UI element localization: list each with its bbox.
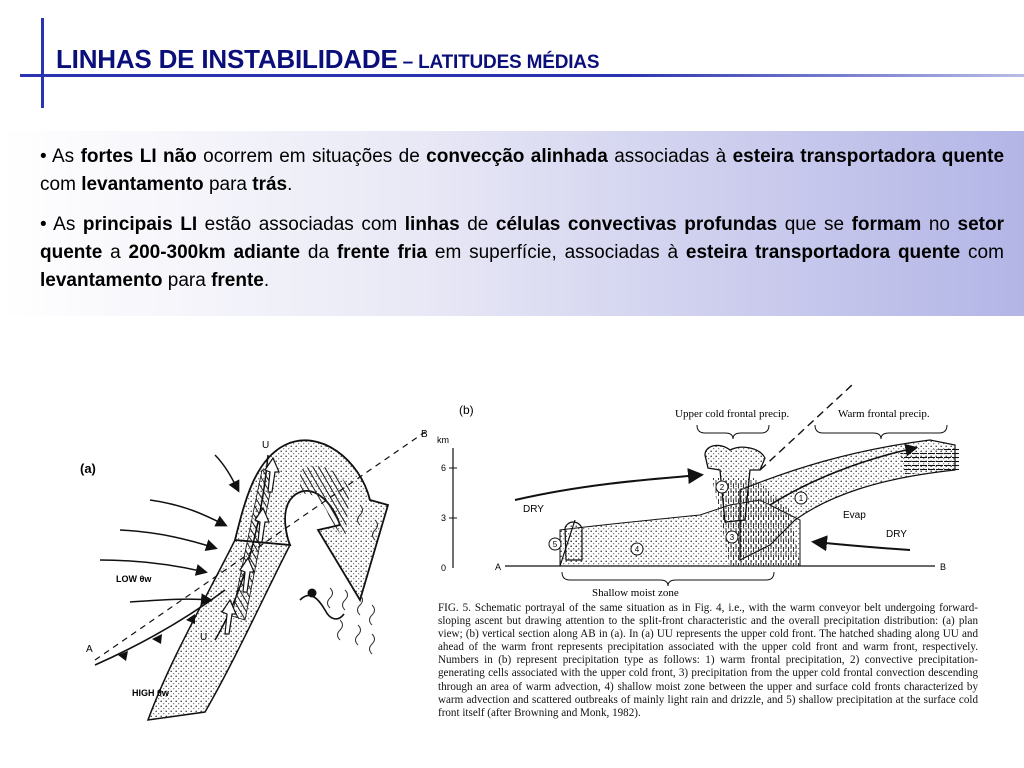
bold-term: levantamento — [81, 174, 204, 195]
text-run: As — [53, 214, 83, 235]
bullet-marker: • — [40, 146, 47, 167]
dry-right-label: DRY — [886, 529, 907, 540]
bold-term: principais LI — [82, 214, 198, 235]
text-run: . — [263, 270, 270, 291]
text-run: da — [300, 242, 337, 263]
evap-label: Evap — [843, 510, 866, 521]
text-run: associadas à — [607, 146, 733, 167]
bold-term: formam — [851, 214, 922, 235]
panel-b-tick-0: 0 — [441, 563, 447, 573]
title-main: LINHAS DE INSTABILIDADE — [56, 44, 398, 74]
svg-text:1: 1 — [798, 494, 804, 503]
text-run: com — [40, 174, 82, 195]
text-run: ocorrem em situações de — [196, 146, 427, 167]
bold-term: levantamento — [40, 270, 163, 291]
panel-b-km: km — [437, 435, 449, 445]
panel-b-point-a: A — [495, 562, 502, 572]
panel-a-u-top: U — [262, 440, 270, 451]
bold-term: setor quente — [40, 214, 1004, 263]
bold-term: trás — [252, 174, 288, 195]
surface-warm-front — [300, 595, 344, 618]
svg-text:5: 5 — [552, 540, 558, 549]
panel-b-point-b: B — [940, 562, 947, 572]
bold-term: frente — [211, 270, 264, 291]
bold-term: linhas — [404, 214, 460, 235]
text-run: estão associadas com — [197, 214, 405, 235]
svg-text:2: 2 — [719, 483, 725, 492]
text-run: . — [287, 174, 293, 195]
bold-term: frente fria — [336, 242, 428, 263]
panel-a — [80, 429, 428, 720]
brace-shallow — [562, 572, 774, 586]
bullet-marker: • — [40, 214, 47, 235]
conveyor-belt-lower — [148, 540, 290, 720]
figure-caption: FIG. 5. Schematic portrayal of the same situation as in Fig. 4, i.e., with the warm conveyor belt undergoing forward-sloping ascent but drawing attention to the split-front characteristic and the overall precipitation distribution: (a) plan view; (b) vertical section along AB in (a). In (a) UU represents the upper cold front. The hatched shading along UU and ahead of the warm front represents precipitation associated with the upper cold front and warm front, respectively. Numbers in (b) represent precipitation type as follows: 1) warm frontal precipitation, 2) convective precipitation-generating cells associated with the upper cold front, 3) precipitation from the upper cold frontal convection descending through an area of warm advection, 4) shallow moist zone between the upper and surface cold fronts characterized by warm advection and scattered outbreaks of mainly light rain and drizzle, and 5) shallow precipitation at the surface cold front itself (after Browning and Monk, 1982). — [438, 602, 978, 719]
svg-text:4: 4 — [634, 545, 640, 554]
dry-left-label: DRY — [523, 504, 544, 515]
text-run: de — [459, 214, 496, 235]
panel-b-tick-6: 6 — [441, 463, 447, 473]
bold-term: células convectivas profundas — [495, 214, 778, 235]
brace-warm — [815, 425, 947, 439]
dry-right-arrow — [815, 542, 910, 550]
bold-term: 200-300km adiante — [128, 242, 301, 263]
panel-b — [437, 385, 960, 599]
bold-term: fortes LI não — [80, 146, 197, 167]
bold-term: convecção alinhada — [426, 146, 608, 167]
panel-a-point-a: A — [86, 644, 93, 655]
text-run: As — [52, 146, 81, 167]
text-run: em superfície, associadas à — [427, 242, 686, 263]
text-run: que se — [777, 214, 852, 235]
warm-precip-label: Warm frontal precip. — [838, 408, 930, 420]
dry-left-arrow — [515, 475, 700, 500]
warm-frontal-hatch — [900, 448, 960, 474]
text-run: no — [921, 214, 958, 235]
text-run: para — [203, 174, 253, 195]
text-run: para — [162, 270, 212, 291]
svg-text:3: 3 — [729, 533, 735, 542]
warm-front-semicircles — [308, 589, 317, 598]
panel-a-label: (a) — [80, 461, 96, 476]
title-sub: – LATITUDES MÉDIAS — [397, 52, 600, 73]
panel-b-label: (b) — [459, 403, 474, 417]
panel-a-high: HIGH θw — [132, 688, 169, 698]
bold-term: esteira transportadora quente — [685, 242, 961, 263]
upper-precip-label: Upper cold frontal precip. — [675, 408, 790, 420]
text-run: a — [102, 242, 129, 263]
panel-b-tick-3: 3 — [441, 513, 447, 523]
panel-a-point-b: B — [421, 429, 428, 440]
shallow-label: Shallow moist zone — [592, 587, 679, 599]
panel-a-u-bottom: U — [200, 632, 208, 643]
text-run: com — [960, 242, 1004, 263]
panel-a-low: LOW θw — [116, 574, 152, 584]
brace-upper — [697, 425, 769, 439]
bold-term: esteira transportadora quente — [732, 146, 1005, 167]
